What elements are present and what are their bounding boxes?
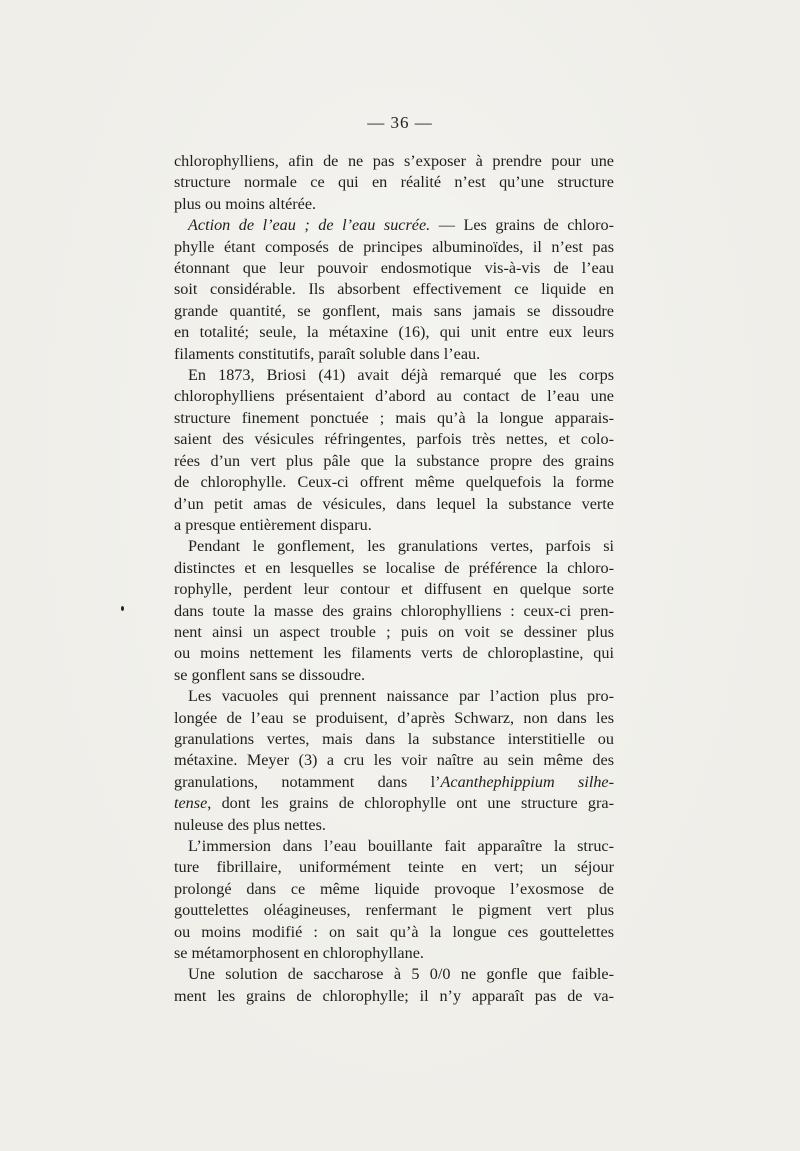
- text-segment: dans toute la masse des grains chlorophylliens : ceux-ci pren-: [174, 601, 614, 620]
- text-line: [174, 172, 614, 193]
- text-line: [174, 429, 614, 450]
- text-segment: , dont les grains de chlorophylle ont une structure gra-: [207, 794, 614, 813]
- text-line: [174, 922, 614, 943]
- text-line: [174, 558, 614, 579]
- text-line: [174, 215, 614, 236]
- text-line: [174, 900, 614, 921]
- margin-speck: [121, 606, 124, 611]
- text-line: [174, 408, 614, 429]
- text-line: [174, 451, 614, 472]
- text-segment: ou moins nettement les filaments verts de chloroplastine, qui: [174, 644, 614, 663]
- text-line: [174, 237, 614, 258]
- text-line: [174, 729, 614, 750]
- text-segment: prolongé dans ce même liquide provoque l’exosmose de: [174, 879, 614, 898]
- italic-text: tense: [174, 794, 208, 813]
- text-segment: étonnant que leur pouvoir endosmotique vis-à-vis de l’eau: [174, 259, 614, 278]
- text-segment: ou moins modifié : on sait qu’à la longue ces gouttelettes: [174, 922, 614, 941]
- text-segment: structure finement ponctuée ; mais qu’à la longue apparais-: [174, 408, 614, 427]
- text-line: [174, 622, 614, 643]
- text-line: [174, 986, 614, 1007]
- text-segment: phylle étant composés de principes albuminoïdes, il n’est pas: [174, 237, 614, 256]
- text-line: [174, 386, 614, 407]
- text-segment: En 1873, Briosi (41) avait déjà remarqué que les corps: [188, 366, 614, 385]
- text-line: [174, 793, 614, 814]
- text-segment: distinctes et en lesquelles se localise de préférence la chloro-: [174, 558, 614, 577]
- text-line: [174, 536, 614, 557]
- text-segment: a presque entièrement disparu.: [174, 515, 372, 534]
- italic-text: Action de l’eau ; de l’eau sucrée.: [188, 216, 431, 235]
- text-segment: ture fibrillaire, uniformément teinte en vert; un séjour: [174, 858, 614, 877]
- text-segment: se métamorphosent en chlorophyllane.: [174, 944, 424, 963]
- text-segment: en totalité; seule, la métaxine (16), qui unit entre eux leurs: [174, 323, 614, 342]
- text-line: [174, 601, 614, 622]
- text-segment: ment les grains de chlorophylle; il n’y apparaît pas de va-: [174, 986, 614, 1005]
- text-line: [174, 151, 614, 172]
- text-segment: saient des vésicules réfringentes, parfois très nettes, et colo-: [174, 430, 614, 449]
- text-segment: rophylle, perdent leur contour et diffusent en quelque sorte: [174, 580, 614, 599]
- text-line: [174, 194, 614, 215]
- text-line: [174, 836, 614, 857]
- text-segment: structure normale ce qui en réalité n’est qu’une structure: [174, 173, 614, 192]
- text-line: [174, 258, 614, 279]
- text-segment: rées d’un vert plus pâle que la substance propre des grains: [174, 451, 614, 470]
- text-line: [174, 857, 614, 878]
- text-segment: gouttelettes oléagineuses, renfermant le pigment vert plus: [174, 901, 614, 920]
- text-segment: filaments constitutifs, paraît soluble dans l’eau.: [174, 344, 481, 363]
- text-line: [174, 301, 614, 322]
- text-line: [174, 750, 614, 771]
- text-segment: granulations vertes, mais dans la substance interstitielle ou: [174, 729, 614, 748]
- text-line: [174, 879, 614, 900]
- text-line: [174, 708, 614, 729]
- page-number: — 36 —: [367, 113, 433, 132]
- text-segment: se gonflent sans se dissoudre.: [174, 665, 366, 684]
- text-segment: nuleuse des plus nettes.: [174, 815, 326, 834]
- text-segment: nent ainsi un aspect trouble ; puis on voit se dessiner plus: [174, 622, 614, 641]
- text-segment: plus ou moins altérée.: [174, 194, 317, 213]
- text-segment: chlorophylliens présentaient d’abord au contact de l’eau une: [174, 387, 614, 406]
- text-segment: chlorophylliens, afin de ne pas s’exposer à prendre pour une: [174, 152, 614, 170]
- text-segment: longée de l’eau se produisent, d’après Schwarz, non dans les: [174, 708, 614, 727]
- text-line: [174, 322, 614, 343]
- text-segment: métaxine. Meyer (3) a cru les voir naître au sein même des: [174, 751, 614, 770]
- text-segment: de chlorophylle. Ceux-ci offrent même quelquefois la forme: [174, 473, 614, 492]
- text-line: [174, 472, 614, 493]
- text-segment: soit considérable. Ils absorbent effectivement ce liquide en: [174, 280, 614, 299]
- text-line: [174, 279, 614, 300]
- italic-text: Acanthephippium silhe-: [440, 772, 614, 791]
- text-segment: Une solution de saccharose à 5 0/0 ne gonfle que faible-: [188, 965, 614, 984]
- text-line: [174, 686, 614, 707]
- body-text: [174, 151, 614, 1007]
- text-line: [174, 344, 614, 365]
- text-segment: Les vacuoles qui prennent naissance par l’action plus pro-: [188, 687, 614, 706]
- text-segment: d’un petit amas de vésicules, dans lequel la substance verte: [174, 494, 614, 513]
- text-line: [174, 964, 614, 985]
- text-line: [174, 665, 614, 686]
- text-segment: granulations, notamment dans l’: [174, 772, 441, 791]
- text-segment: — Les grains de chloro-: [430, 216, 614, 235]
- text-line: [174, 643, 614, 664]
- text-line: [174, 515, 614, 536]
- text-line: [174, 772, 614, 793]
- text-segment: grande quantité, se gonflent, mais sans jamais se dissoudre: [174, 301, 614, 320]
- text-segment: Pendant le gonflement, les granulations vertes, parfois si: [188, 537, 614, 556]
- text-line: [174, 365, 614, 386]
- text-segment: L’immersion dans l’eau bouillante fait apparaître la struc-: [188, 837, 614, 855]
- text-line: [174, 815, 614, 836]
- text-line: [174, 579, 614, 600]
- text-line: [174, 494, 614, 515]
- text-line: [174, 943, 614, 964]
